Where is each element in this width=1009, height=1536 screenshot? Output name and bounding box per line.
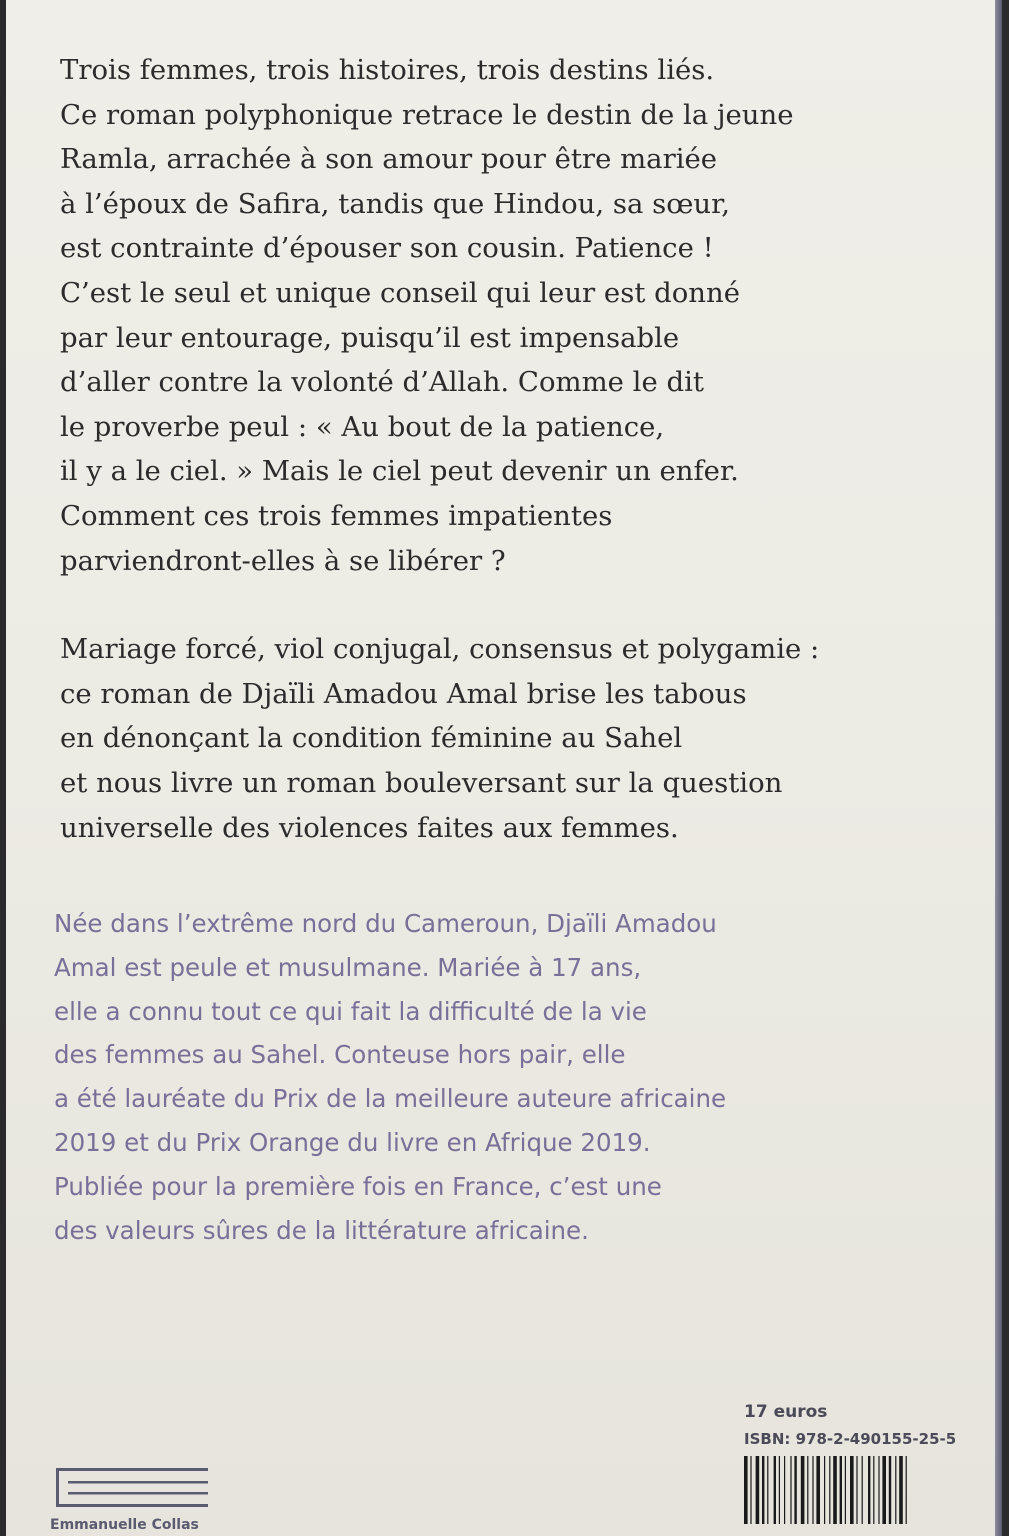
isbn-label: ISBN: 978-2-490155-25-5 (744, 1430, 957, 1448)
bio-line: Amal est peule et musulmane. Mariée à 17 ans, (54, 952, 642, 982)
cover-edge (995, 0, 1002, 1536)
synopsis-line: Trois femmes, trois histoires, trois destins liés. (60, 54, 715, 86)
synopsis-line: à l’époux de Safira, tandis que Hindou, sa sœur, (60, 187, 731, 220)
bio-line: Née dans l’extrême nord du Cameroun, Djaïli Amadou (54, 909, 717, 938)
synopsis-line: le proverbe peul : « Au bout de la patience, (60, 410, 665, 443)
bio-line: des femmes au Sahel. Conteuse hors pair, elle (54, 1040, 626, 1070)
barcode-icon (742, 1456, 942, 1526)
synopsis-line: parviendront-elles à se libérer ? (60, 544, 506, 577)
synopsis-line: ce roman de Djaïli Amadou Amal brise les tabous (60, 677, 747, 710)
synopsis-paragraph-1 (60, 48, 820, 583)
synopsis-paragraph-2 (60, 627, 820, 850)
bio-line: des valeurs sûres de la littérature africaine. (54, 1215, 589, 1245)
price-label: 17 euros (744, 1402, 828, 1422)
back-cover (6, 0, 1002, 1536)
synopsis-line: Ce roman polyphonique retrace le destin de la jeune (60, 98, 794, 131)
synopsis-line: C’est le seul et unique conseil qui leur est donné (60, 276, 740, 309)
synopsis-line: universelle des violences faites aux femmes. (60, 811, 679, 844)
publisher-name: Emmanuelle Collas (50, 1517, 199, 1533)
bio-line: 2019 et du Prix Orange du livre en Afrique 2019. (54, 1127, 651, 1157)
synopsis-line: d’aller contre la volonté d’Allah. Comme le dit (60, 366, 704, 399)
synopsis-line: Ramla, arrachée à son amour pour être mariée (60, 143, 718, 176)
synopsis-line: Comment ces trois femmes impatientes (60, 499, 613, 532)
publisher-logo-icon (54, 1466, 214, 1510)
bio-line: a été lauréate du Prix de la meilleure auteure africaine (54, 1084, 727, 1114)
author-bio (54, 902, 814, 1252)
synopsis-line: est contrainte d’épouser son cousin. Patience ! (60, 232, 714, 265)
synopsis-line: en dénonçant la condition féminine au Sahel (60, 722, 683, 755)
synopsis (60, 48, 820, 850)
synopsis-line: Mariage forcé, viol conjugal, consensus et polygamie : (60, 633, 820, 666)
bio-line: elle a connu tout ce qui fait la difficulté de la vie (54, 996, 647, 1026)
synopsis-line: et nous livre un roman bouleversant sur la question (60, 766, 783, 799)
synopsis-line: il y a le ciel. » Mais le ciel peut devenir un enfer. (60, 455, 739, 488)
bio-line: Publiée pour la première fois en France, c’est une (54, 1171, 662, 1201)
synopsis-line: par leur entourage, puisqu’il est impensable (60, 321, 680, 354)
